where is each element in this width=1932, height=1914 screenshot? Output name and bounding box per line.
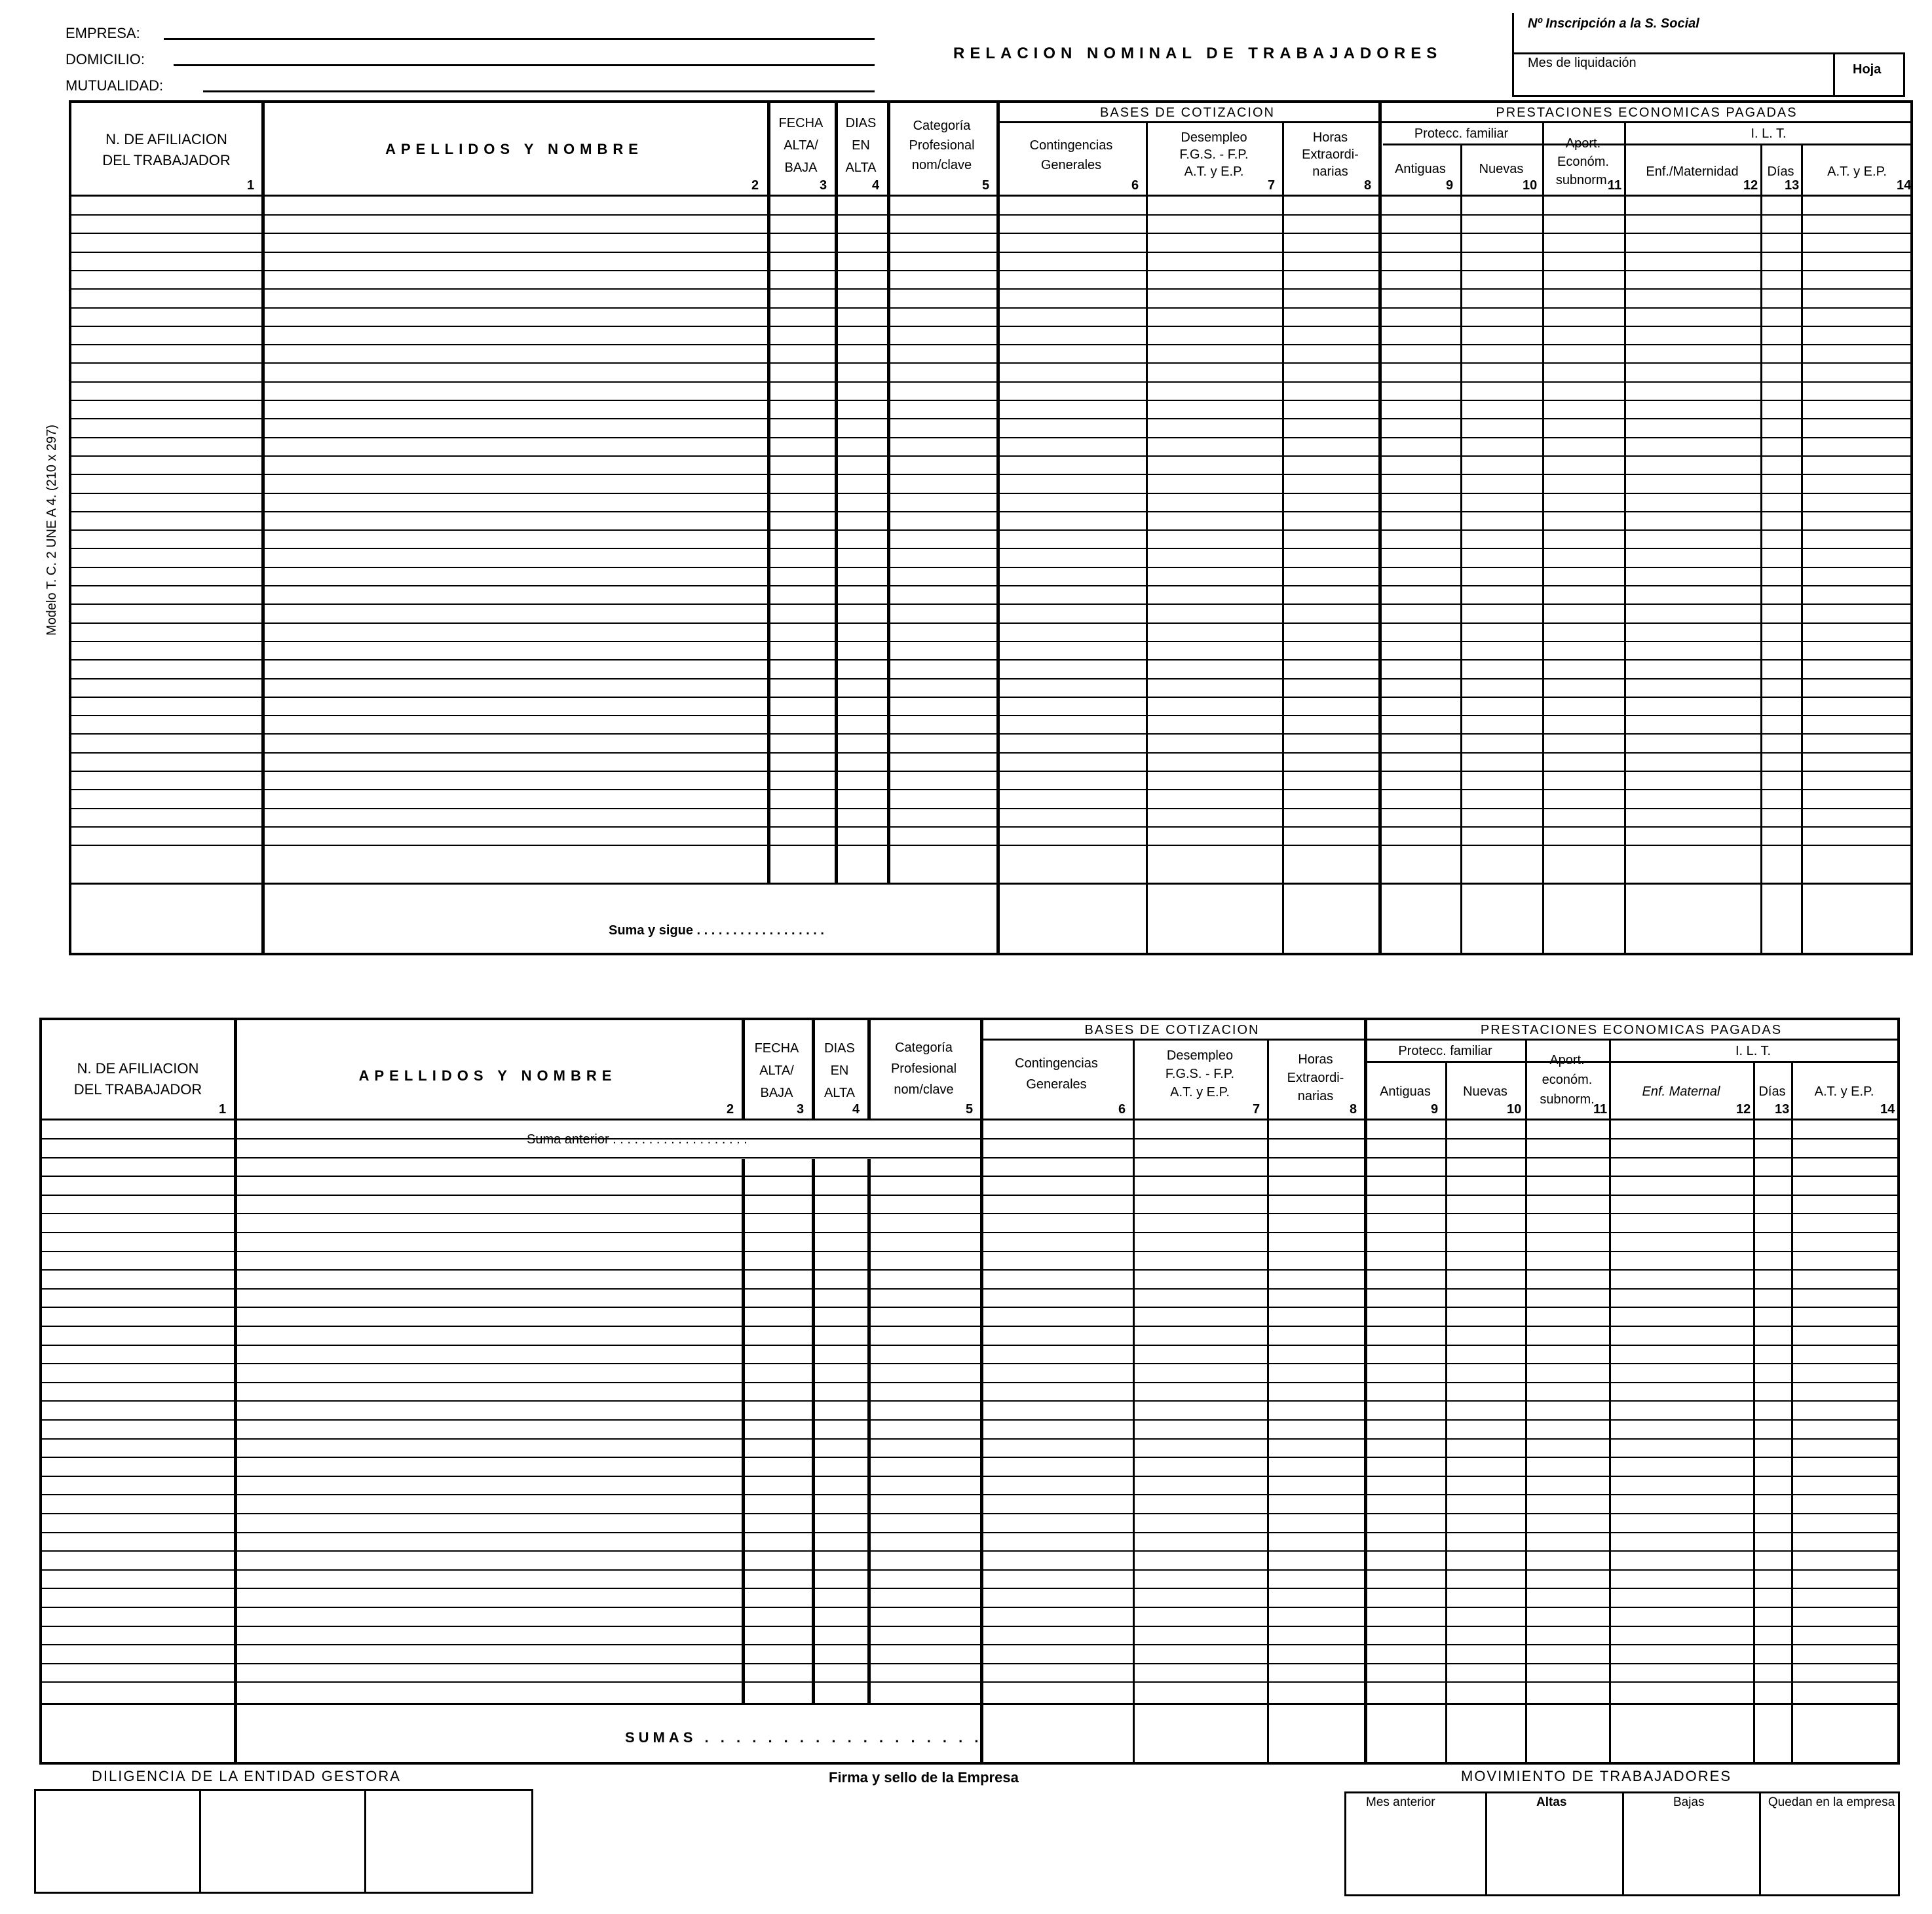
- t1-num-8: 8: [1364, 178, 1372, 193]
- t2-footer-divider: [42, 1703, 1897, 1705]
- t1-row-line: [71, 511, 1910, 512]
- t2-subgroup-protecc: Protecc. familiar: [1398, 1044, 1492, 1058]
- t1-col11-header: Aport. Económ. subnorm.: [1555, 136, 1611, 187]
- t2-row-line: [42, 1550, 1897, 1552]
- t1-row-line: [71, 233, 1910, 234]
- t2-num-9: 9: [1431, 1102, 1439, 1117]
- t1-row-line: [71, 548, 1910, 549]
- mov-altas-box[interactable]: [1485, 1791, 1624, 1896]
- t2-num-5: 5: [966, 1102, 974, 1117]
- t1-suma-y-sigue: Suma y sigue . . . . . . . . . . . . . . . . . .: [609, 923, 824, 938]
- t1-num-5: 5: [982, 178, 990, 193]
- t1-col-sep-8: [1378, 103, 1382, 953]
- t1-group-bases: BASES DE COTIZACION: [1100, 105, 1275, 120]
- t2-col-sep-3: [812, 1159, 815, 1703]
- t2-subgroup-ilt: I. L. T.: [1735, 1044, 1771, 1058]
- hoja-label: Hoja: [1853, 62, 1882, 77]
- t1-col-sep-10: [1542, 121, 1544, 953]
- table-2-rows: [42, 1020, 1897, 1762]
- t2-col-sep-13: [1791, 1061, 1793, 1762]
- t2-row-line: [42, 1157, 1897, 1158]
- t2-row-line: [42, 1626, 1897, 1627]
- inscripcion-field[interactable]: [1512, 13, 1833, 52]
- t2-col8-header: Horas Extraordi- narias: [1287, 1052, 1344, 1103]
- t2-group-bases: BASES DE COTIZACION: [1084, 1023, 1260, 1037]
- t2-row-line: [42, 1288, 1897, 1290]
- t1-row-line: [71, 845, 1910, 846]
- t2-row-line: [42, 1269, 1897, 1271]
- t1-row-line: [71, 474, 1910, 475]
- t2-num-6: 6: [1118, 1102, 1126, 1117]
- t2-row-line: [42, 1588, 1897, 1589]
- t2-row-line: [42, 1513, 1897, 1514]
- inscripcion-label: Nº Inscripción a la S. Social: [1528, 16, 1699, 31]
- t1-col5-header: Categoría Profesional nom/clave: [909, 119, 975, 172]
- t1-col-sep-1: [261, 103, 265, 953]
- mov-quedan-box[interactable]: [1759, 1791, 1900, 1896]
- t1-col6-header: Contingencias Generales: [1029, 138, 1113, 172]
- t2-num-12: 12: [1736, 1102, 1751, 1117]
- domicilio-line[interactable]: [174, 64, 875, 66]
- t1-row-line: [71, 362, 1910, 364]
- t2-group-prestaciones: PRESTACIONES ECONOMICAS PAGADAS: [1480, 1023, 1783, 1037]
- t1-subgroup-ilt: I. L. T.: [1751, 126, 1787, 141]
- mov-mes-anterior-box[interactable]: [1344, 1791, 1487, 1896]
- t1-num-4: 4: [872, 178, 880, 193]
- domicilio-label: DOMICILIO:: [66, 51, 145, 67]
- mov-bajas-box[interactable]: [1622, 1791, 1761, 1896]
- t1-col12-header: Enf./Maternidad: [1646, 164, 1739, 179]
- table-1-subgroup-divider: [1383, 144, 1913, 145]
- t1-footer-divider: [71, 883, 1910, 885]
- t2-col-sep-10: [1525, 1039, 1527, 1762]
- t2-suma-anterior: Suma anterior . . . . . . . . . . . . . . . . . . .: [527, 1132, 748, 1147]
- mov-altas-label: Altas: [1536, 1795, 1567, 1809]
- t1-num-1: 1: [247, 178, 255, 193]
- t2-row-line: [42, 1569, 1897, 1571]
- t1-row-line: [71, 326, 1910, 327]
- t2-row-line: [42, 1400, 1897, 1402]
- t1-row-line: [71, 697, 1910, 698]
- t2-col7-header: Desempleo F.G.S. - F.P. A.T. y E.P.: [1165, 1048, 1235, 1100]
- t1-col9-header: Antiguas: [1395, 162, 1446, 176]
- t2-row-line: [42, 1419, 1897, 1421]
- t2-col-sep-7: [1267, 1039, 1269, 1762]
- mes-liquidacion-label: Mes de liquidación: [1528, 56, 1637, 70]
- t2-row-line: [42, 1457, 1897, 1458]
- t1-num-12: 12: [1743, 178, 1758, 193]
- t2-col13-header: Días: [1758, 1084, 1786, 1099]
- firma-area[interactable]: [753, 1792, 1212, 1890]
- t1-col4-header: DIAS EN ALTA: [845, 116, 877, 175]
- t1-col-sep-13: [1801, 144, 1803, 953]
- t1-row-line: [71, 752, 1910, 754]
- t1-row-line: [71, 529, 1910, 531]
- t1-subgroup-protecc: Protecc. familiar: [1414, 126, 1509, 141]
- t1-row-line: [71, 567, 1910, 568]
- page-title: RELACION NOMINAL DE TRABAJADORES: [953, 45, 1443, 62]
- t2-col11-header: Aport. económ. subnorm.: [1540, 1053, 1595, 1107]
- t2-row-line: [42, 1644, 1897, 1645]
- t1-row-line: [71, 622, 1910, 624]
- diligencia-box-1[interactable]: [34, 1789, 201, 1894]
- t2-col-sep-6: [1133, 1039, 1135, 1762]
- t2-col2-header: APELLIDOS Y NOMBRE: [358, 1067, 617, 1084]
- t1-num-13: 13: [1785, 178, 1800, 193]
- mutualidad-line[interactable]: [203, 90, 875, 92]
- t2-row-line: [42, 1176, 1897, 1177]
- t2-row-line: [42, 1345, 1897, 1346]
- hoja-field[interactable]: [1835, 54, 1903, 95]
- t1-row-line: [71, 678, 1910, 679]
- t1-row-line: [71, 826, 1910, 828]
- t1-col14-header: A.T. y E.P.: [1827, 164, 1887, 179]
- diligencia-box-2[interactable]: [199, 1789, 366, 1894]
- diligencia-box-3[interactable]: [364, 1789, 533, 1894]
- t2-row-line: [42, 1307, 1897, 1308]
- t1-col-sep-6: [1146, 121, 1148, 953]
- table-2: [39, 1018, 1900, 1765]
- t2-num-2: 2: [727, 1102, 734, 1117]
- t1-num-2: 2: [751, 178, 759, 193]
- t2-row-line: [42, 1532, 1897, 1533]
- t2-row-line: [42, 1326, 1897, 1327]
- t2-col-sep-8: [1364, 1020, 1367, 1762]
- t1-col-sep-11: [1624, 121, 1626, 953]
- t1-row-line: [71, 400, 1910, 401]
- t2-row-line: [42, 1138, 1897, 1139]
- side-model-label: Modelo T. C. 2 UNE A 4. (210 x 297): [45, 424, 59, 636]
- t1-col-sep-4: [887, 103, 890, 883]
- t1-row-line: [71, 437, 1910, 438]
- t1-num-10: 10: [1523, 178, 1538, 193]
- t2-num-13: 13: [1775, 1102, 1790, 1117]
- table-2-header-divider: [42, 1119, 1897, 1120]
- t2-col-sep-5: [980, 1020, 983, 1762]
- table-1-rows: [71, 103, 1910, 953]
- t1-num-14: 14: [1897, 178, 1912, 193]
- t2-col14-header: A.T. y E.P.: [1814, 1084, 1874, 1099]
- t2-row-line: [42, 1195, 1897, 1196]
- empresa-line[interactable]: [164, 38, 875, 40]
- t1-row-line: [71, 641, 1910, 642]
- table-1-header-divider: [71, 195, 1910, 197]
- t2-row-line: [42, 1438, 1897, 1440]
- t1-col1-header: N. DE AFILIACION DEL TRABAJADOR: [102, 131, 231, 168]
- t2-num-14: 14: [1880, 1102, 1895, 1117]
- t1-row-line: [71, 603, 1910, 605]
- table-1-group-divider: [996, 121, 1913, 123]
- t2-num-1: 1: [219, 1102, 227, 1117]
- mov-bajas-label: Bajas: [1673, 1795, 1705, 1809]
- table-2-group-divider: [980, 1039, 1897, 1041]
- t1-row-line: [71, 493, 1910, 494]
- t1-row-line: [71, 789, 1910, 790]
- t2-col10-header: Nuevas: [1463, 1084, 1507, 1099]
- mutualidad-label: MUTUALIDAD:: [66, 77, 164, 94]
- t2-num-3: 3: [797, 1102, 805, 1117]
- t1-col10-header: Nuevas: [1479, 162, 1524, 176]
- t2-col-sep-2: [742, 1159, 745, 1703]
- t2-col-sep-11: [1609, 1039, 1611, 1762]
- t2-col6-header: Contingencias Generales: [1015, 1056, 1098, 1092]
- t1-row-line: [71, 214, 1910, 216]
- t1-row-line: [71, 659, 1910, 660]
- t2-col3-header: FECHA ALTA/ BAJA: [754, 1041, 799, 1100]
- inscripcion-box: [1512, 13, 1905, 97]
- t2-sumas: SUMAS . . . . . . . . . . . . . . . . . .: [625, 1729, 983, 1746]
- t2-row-line: [42, 1607, 1897, 1608]
- t1-row-line: [71, 381, 1910, 383]
- t2-row-line: [42, 1476, 1897, 1477]
- firma-label: Firma y sello de la Empresa: [829, 1769, 1019, 1786]
- t2-col5-header: Categoría Profesional nom/clave: [890, 1041, 957, 1097]
- t1-col-sep-12: [1760, 144, 1762, 953]
- t1-col7-header: Desempleo F.G.S. - F.P. A.T. y E.P.: [1179, 130, 1249, 179]
- t1-num-7: 7: [1268, 178, 1276, 193]
- t2-col-sep-1: [234, 1020, 237, 1762]
- t1-row-line: [71, 715, 1910, 716]
- t1-row-line: [71, 733, 1910, 735]
- t1-col-sep-3: [835, 103, 838, 883]
- diligencia-label: DILIGENCIA DE LA ENTIDAD GESTORA: [92, 1768, 401, 1784]
- t2-num-7: 7: [1253, 1102, 1260, 1117]
- t1-col3-header: FECHA ALTA/ BAJA: [778, 116, 824, 175]
- mov-quedan-label: Quedan en la empresa: [1768, 1795, 1895, 1809]
- t1-row-line: [71, 418, 1910, 419]
- empresa-label: EMPRESA:: [66, 25, 140, 41]
- t2-col-sep-4: [867, 1159, 871, 1703]
- t2-row-line: [42, 1681, 1897, 1683]
- t2-col4-header: DIAS EN ALTA: [824, 1041, 856, 1100]
- t1-num-9: 9: [1446, 178, 1454, 193]
- mov-mes-anterior-label: Mes anterior: [1366, 1795, 1435, 1809]
- t1-col-sep-7: [1282, 121, 1284, 953]
- t1-num-11: 11: [1608, 178, 1622, 193]
- t1-row-line: [71, 344, 1910, 345]
- t2-col12-header: Enf. Maternal: [1642, 1084, 1720, 1099]
- t1-row-line: [71, 270, 1910, 271]
- t2-col1-header: N. DE AFILIACION DEL TRABAJADOR: [73, 1060, 202, 1098]
- t1-row-line: [71, 771, 1910, 772]
- t1-row-line: [71, 808, 1910, 809]
- t2-col-sep-12: [1753, 1061, 1755, 1762]
- t1-row-line: [71, 252, 1910, 253]
- t1-col13-header: Días: [1767, 164, 1794, 179]
- t2-num-8: 8: [1350, 1102, 1357, 1117]
- t1-col8-header: Horas Extraordi- narias: [1302, 130, 1359, 179]
- t2-row-line: [42, 1251, 1897, 1252]
- t1-col-sep-9: [1460, 144, 1462, 953]
- t2-num-11: 11: [1593, 1102, 1608, 1117]
- t1-num-6: 6: [1131, 178, 1139, 193]
- t1-col-sep-5: [996, 103, 1000, 953]
- t1-col-sep-2: [767, 103, 770, 883]
- movimiento-label: MOVIMIENTO DE TRABAJADORES: [1461, 1768, 1732, 1784]
- t2-num-10: 10: [1507, 1102, 1522, 1117]
- mes-liquidacion-field[interactable]: [1512, 54, 1833, 95]
- t2-col9-header: Antiguas: [1380, 1084, 1431, 1099]
- t2-row-line: [42, 1494, 1897, 1495]
- t2-num-4: 4: [852, 1102, 860, 1117]
- t1-row-line: [71, 455, 1910, 457]
- t2-row-line: [42, 1232, 1897, 1233]
- t2-col-sep-9: [1445, 1061, 1447, 1762]
- t2-row-line: [42, 1363, 1897, 1364]
- t2-row-line: [42, 1663, 1897, 1664]
- t2-row-line: [42, 1213, 1897, 1214]
- t1-num-3: 3: [820, 178, 827, 193]
- t1-col2-header: APELLIDOS Y NOMBRE: [385, 141, 643, 157]
- t1-row-line: [71, 307, 1910, 309]
- t1-row-line: [71, 585, 1910, 586]
- t1-row-line: [71, 288, 1910, 290]
- t2-row-line: [42, 1382, 1897, 1383]
- table-1: [69, 100, 1913, 955]
- t1-group-prestaciones: PRESTACIONES ECONOMICAS PAGADAS: [1496, 105, 1798, 120]
